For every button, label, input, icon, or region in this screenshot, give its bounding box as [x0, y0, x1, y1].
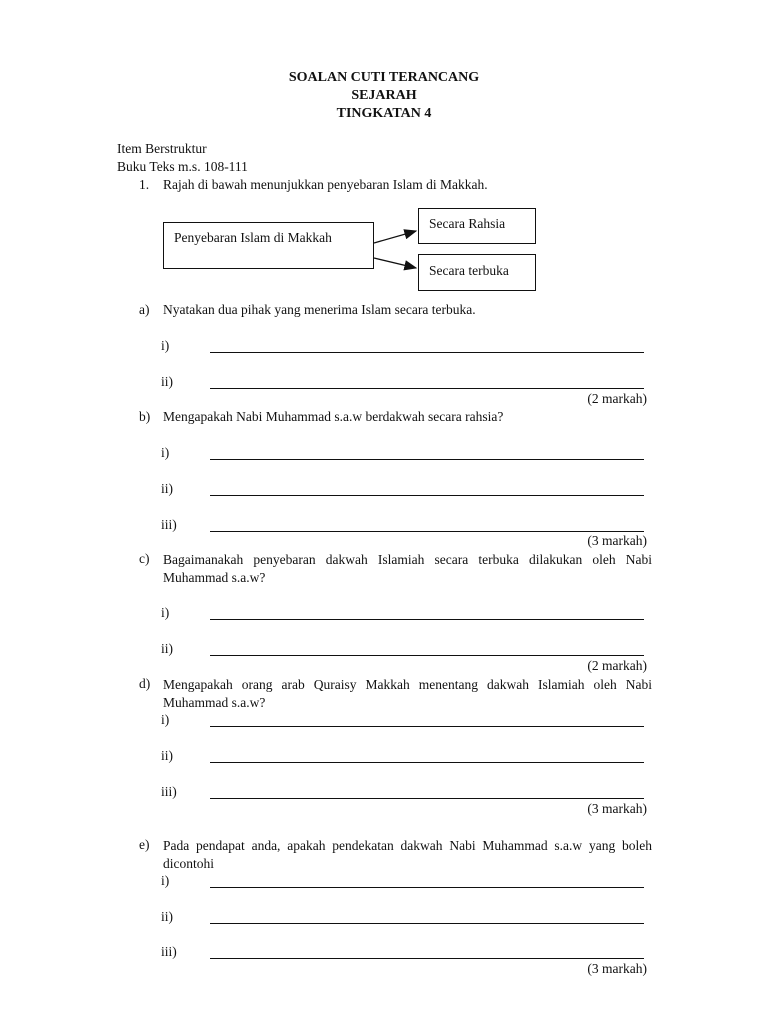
- title-subject: SEJARAH: [351, 88, 417, 103]
- answer-line[interactable]: [210, 726, 644, 727]
- title-form: TINGKATAN 4: [336, 106, 432, 121]
- answer-label: ii): [161, 748, 173, 763]
- answer-line[interactable]: [210, 655, 644, 656]
- marks-label: (2 markah): [587, 658, 647, 673]
- question-e-letter: e): [139, 837, 150, 852]
- answer-label: ii): [161, 909, 173, 924]
- answer-line[interactable]: [210, 887, 644, 888]
- answer-label: i): [161, 445, 170, 460]
- answer-label: iii): [161, 784, 177, 799]
- diagram-branch-open-label: Secara terbuka: [429, 263, 509, 278]
- answer-label: i): [161, 873, 170, 888]
- answer-line[interactable]: [210, 531, 644, 532]
- question-c-text: Bagaimanakah penyebaran dakwah Islamiah secara terbuka dilakukan oleh Nabi Muhammad s.a.w?: [163, 552, 652, 585]
- question-d-letter: d): [139, 676, 151, 691]
- answer-line[interactable]: [210, 495, 644, 496]
- answer-label: iii): [161, 517, 177, 532]
- diagram-main-label: Penyebaran Islam di Makkah: [174, 230, 332, 245]
- answer-line[interactable]: [210, 388, 644, 389]
- marks-label: (2 markah): [587, 391, 647, 406]
- question-b-letter: b): [139, 409, 151, 424]
- arrow-to-secret: [374, 231, 416, 243]
- answer-line[interactable]: [210, 619, 644, 620]
- question-d-text: Mengapakah orang arab Quraisy Makkah menentang dakwah Islamiah oleh Nabi Muhammad s.a.w?: [163, 677, 652, 710]
- section-label: Item Berstruktur: [117, 141, 207, 156]
- answer-line[interactable]: [210, 798, 644, 799]
- answer-label: ii): [161, 641, 173, 656]
- answer-line[interactable]: [210, 923, 644, 924]
- question-b-text: Mengapakah Nabi Muhammad s.a.w berdakwah secara rahsia?: [163, 409, 504, 424]
- answer-label: ii): [161, 481, 173, 496]
- answer-label: i): [161, 712, 170, 727]
- marks-label: (3 markah): [587, 961, 647, 976]
- textbook-reference: Buku Teks m.s. 108-111: [117, 159, 248, 174]
- question-stem: Rajah di bawah menunjukkan penyebaran Islam di Makkah.: [163, 177, 488, 192]
- question-number: 1.: [139, 177, 150, 192]
- answer-line[interactable]: [210, 762, 644, 763]
- marks-label: (3 markah): [587, 533, 647, 548]
- title-main: SOALAN CUTI TERANCANG: [288, 70, 480, 85]
- answer-label: i): [161, 605, 170, 620]
- answer-label: iii): [161, 944, 177, 959]
- answer-line[interactable]: [210, 958, 644, 959]
- question-a-letter: a): [139, 302, 150, 317]
- arrow-to-open: [374, 258, 416, 268]
- answer-line[interactable]: [210, 459, 644, 460]
- answer-label: ii): [161, 374, 173, 389]
- diagram-branch-secret-label: Secara Rahsia: [429, 216, 506, 231]
- question-e-text: Pada pendapat anda, apakah pendekatan dakwah Nabi Muhammad s.a.w yang boleh dicontohi: [163, 838, 652, 871]
- question-a-text: Nyatakan dua pihak yang menerima Islam secara terbuka.: [163, 302, 476, 317]
- answer-line[interactable]: [210, 352, 644, 353]
- question-c-letter: c): [139, 551, 150, 566]
- marks-label: (3 markah): [587, 801, 647, 816]
- answer-label: i): [161, 338, 170, 353]
